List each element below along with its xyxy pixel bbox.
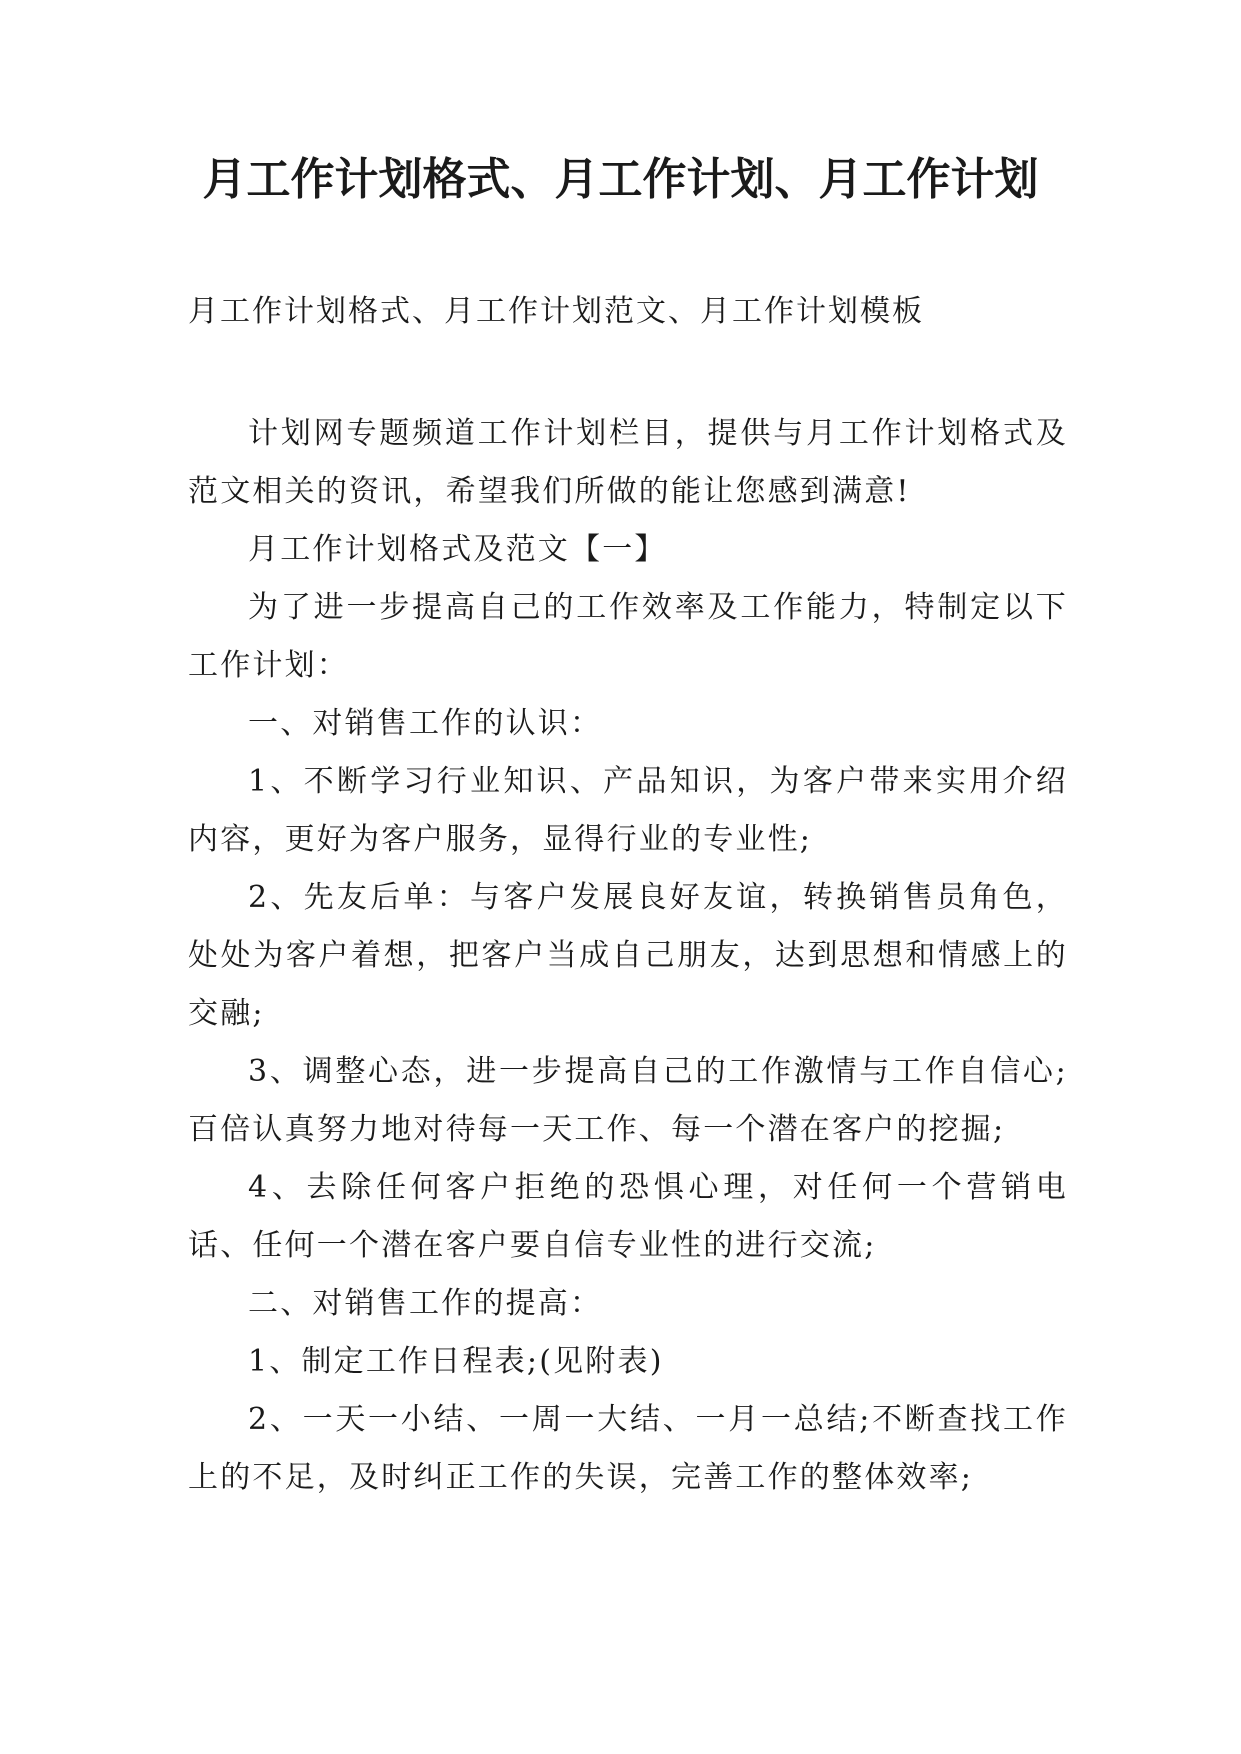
list-item: 1、制定工作日程表;(见附表)	[248, 1344, 664, 1379]
list-item: 1、不断学习行业知识、产品知识，为客户带来实用介绍内容，更好为客户服务，显得行业的专业性;	[188, 764, 1068, 857]
list-item: 4、去除任何客户拒绝的恐惧心理，对任何一个营销电话、任何一个潜在客户要自信专业性的进行交流;	[188, 1170, 1068, 1263]
document-body	[188, 405, 1068, 1507]
list-item: 2、一天一小结、一周一大结、一月一总结;不断查找工作上的不足，及时纠正工作的失误，完善工作的整体效率;	[188, 1402, 1068, 1495]
list-item: 2、先友后单：与客户发展良好友谊，转换销售员角色，处处为客户着想，把客户当成自己朋友，达到思想和情感上的交融;	[188, 880, 1068, 1031]
heading-sales-improvement: 二、对销售工作的提高：	[248, 1286, 603, 1321]
section-heading-1: 月工作计划格式及范文【一】	[248, 532, 667, 567]
heading-sales-understanding: 一、对销售工作的认识：	[248, 706, 603, 741]
document-title: 月工作计划格式、月工作计划、月工作计划	[202, 154, 1039, 205]
document-subtitle: 月工作计划格式、月工作计划范文、月工作计划模板	[188, 294, 924, 329]
paragraph-purpose: 为了进一步提高自己的工作效率及工作能力，特制定以下工作计划：	[188, 590, 1068, 683]
paragraph-intro: 计划网专题频道工作计划栏目，提供与月工作计划格式及范文相关的资讯，希望我们所做的能让您感到满意!	[188, 416, 1068, 509]
list-item: 3、调整心态，进一步提高自己的工作激情与工作自信心;百倍认真努力地对待每一天工作、每一个潜在客户的挖掘;	[188, 1054, 1068, 1147]
